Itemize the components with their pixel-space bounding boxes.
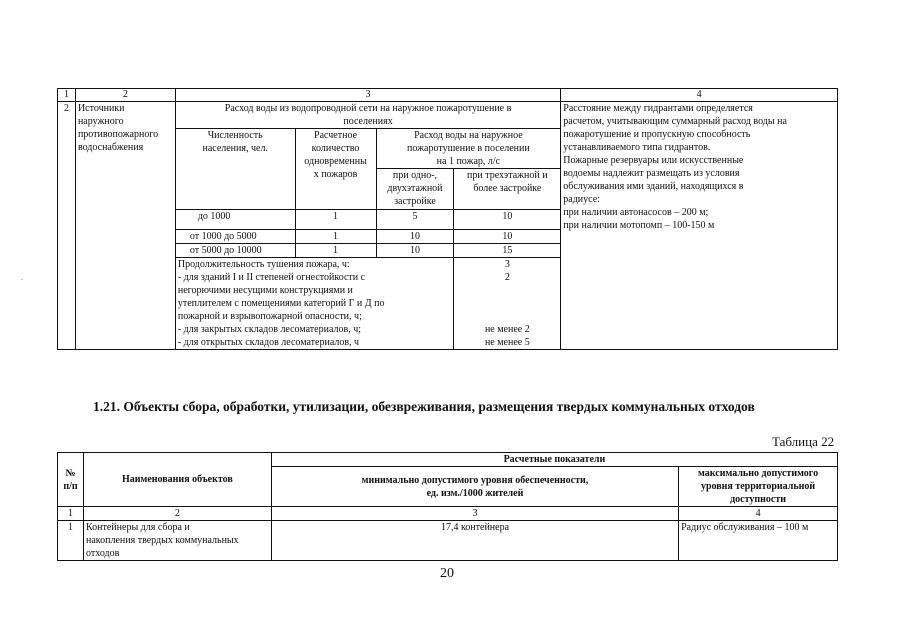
col-low: при одно-, двухэтажной застройке	[376, 169, 454, 210]
col-min: минимально допустимого уровня обеспеченности, ед. изм./1000 жителей	[271, 467, 678, 507]
header-number: 4	[561, 89, 838, 102]
notes-cell: Расстояние между гидрантами определяется расчетом, учитывающим суммарный расход воды на пожаротушение и пропускную способность устанавливаемого типа гидрантов. Пожарные резервуары или искусственные водоемы надлежит размещать из условия обслуживания ими зданий, находящихся в радиусе: при наличии автонасосов – 200 м; при наличии мотопомп – 100-150 м	[561, 102, 838, 350]
duration-text: Продолжительность тушения пожара, ч: - для зданий I и II степеней огнестойкости с негорючими несущими конструкциями и утеплителем с помещениями категорий Г и Д по пожарной и взрывопожарной опасности, ч; - для закрытых складов лесоматериалов, ч; - для открытых складов лесоматериалов, ч	[175, 258, 454, 350]
header-number: 2	[75, 89, 175, 102]
low-cell: 10	[376, 244, 454, 258]
col-num: № п/п	[58, 453, 84, 507]
header-number: 4	[679, 507, 838, 521]
high-cell: 10	[454, 230, 561, 244]
col-indicators: Расчетные показатели	[271, 453, 837, 467]
duration-values: 3 2 не менее 2 не менее 5	[454, 258, 561, 350]
fires-cell: 1	[295, 244, 376, 258]
fires-cell: 1	[295, 230, 376, 244]
object-name: Контейнеры для сбора и накопления твердых коммунальных отходов	[83, 521, 271, 561]
col-fires: Расчетное количество одновременны х пожаров	[295, 129, 376, 210]
population-cell: от 1000 до 5000	[175, 230, 295, 244]
table-header-numbers	[58, 507, 838, 521]
header-number: 3	[175, 89, 560, 102]
table-row	[58, 453, 838, 467]
section-heading: 1.21. Объекты сбора, обработки, утилизации, обезвреживания, размещения твердых коммунальных отходов	[93, 399, 755, 414]
population-cell: до 1000	[175, 210, 295, 230]
header-number: 1	[58, 507, 84, 521]
header-number: 3	[271, 507, 678, 521]
low-cell: 10	[376, 230, 454, 244]
col-high: при трехэтажной и более застройке	[454, 169, 561, 210]
table-header-numbers	[58, 89, 838, 102]
source-label: Источники наружного противопожарного водоснабжения	[75, 102, 175, 350]
row-number: 2	[58, 102, 76, 350]
waste-objects-table	[57, 452, 838, 561]
water-flow-title: Расход воды из водопроводной сети на наружное пожаротушение в поселениях	[175, 102, 560, 129]
col-flow: Расход воды на наружное пожаротушение в поселении на 1 пожар, л/с	[376, 129, 561, 169]
min-value: 17,4 контейнера	[271, 521, 678, 561]
fires-cell: 1	[295, 210, 376, 230]
fire-water-table	[57, 88, 838, 350]
page-number: 20	[440, 566, 454, 581]
header-number: 1	[58, 89, 76, 102]
header-number: 2	[83, 507, 271, 521]
table-row	[58, 102, 838, 129]
stray-mark: .	[21, 273, 23, 282]
table-row	[58, 521, 838, 561]
high-cell: 10	[454, 210, 561, 230]
max-value: Радиус обслуживания – 100 м	[679, 521, 838, 561]
col-max: максимально допустимого уровня территориальной доступности	[679, 467, 838, 507]
population-cell: от 5000 до 10000	[175, 244, 295, 258]
col-population: Численность населения, чел.	[175, 129, 295, 210]
row-number: 1	[58, 521, 84, 561]
col-name: Наименования объектов	[83, 453, 271, 507]
low-cell: 5	[376, 210, 454, 230]
high-cell: 15	[454, 244, 561, 258]
table-label: Таблица 22	[772, 434, 835, 449]
